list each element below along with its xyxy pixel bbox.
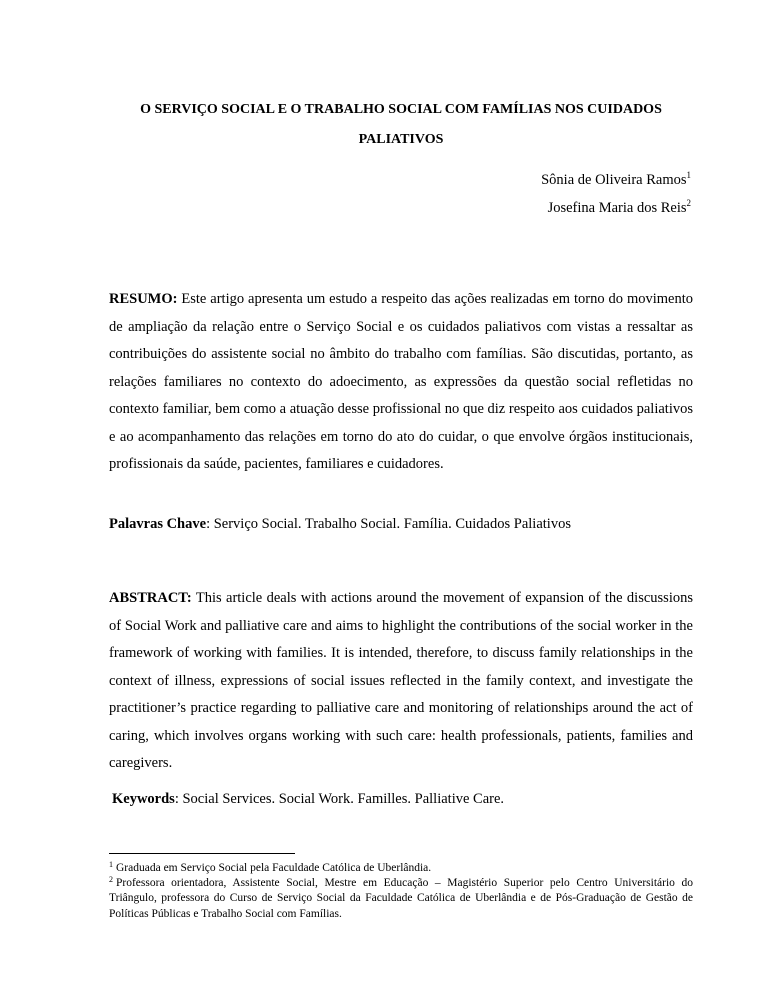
paper-page: [109, 0, 693, 994]
footnote-2: [109, 876, 693, 922]
author-name: Sônia de Oliveira Ramos: [541, 172, 687, 188]
resumo-paragraph: [109, 286, 693, 479]
abstract-label: ABSTRACT:: [109, 590, 192, 606]
footnote-1: [109, 861, 693, 876]
footnote-text: Graduada em Serviço Social pela Faculdade Católica de Uberlândia.: [116, 862, 432, 874]
palavras-chave-text: : Serviço Social. Trabalho Social. Família. Cuidados Paliativos: [206, 516, 571, 532]
author-footnote-mark: 1: [686, 170, 691, 180]
paper-title: O SERVIÇO SOCIAL E O TRABALHO SOCIAL COM FAMÍLIAS NOS CUIDADOS PALIATIVOS: [140, 102, 662, 147]
author-2: [541, 194, 691, 222]
author-footnote-mark: 2: [686, 198, 691, 208]
abstract-text: This article deals with actions around the movement of expansion of the discussions of Social Work and palliative care and aims to highlight the contributions of the social worker in the framework of working with families. It is intended, therefore, to discuss family relationships in the context of illness, expressions of social issues reflected in the family context, and investigate the practitioner’s practice regarding to palliative care and monitoring of relationships around the act of caring, which involves organs working with such care: health professionals, patients, families and caregivers.: [109, 590, 693, 771]
resumo-text: Este artigo apresenta um estudo a respeito das ações realizadas em torno do movimento de ampliação da relação entre o Serviço Social e os cuidados paliativos com vistas a ressaltar as contribuições do assistente social no âmbito do trabalho com famílias. São discutidas, portanto, as relações familiares no contexto do adoecimento, as expressões da questão social refletidas no contexto familiar, bem como a atuação desse profissional no que diz respeito aos cuidados paliativos e ao acompanhamento das relações em torno do ato do cuidar, o que envolve órgãos institucionais, profissionais da saúde, pacientes, familiares e cuidadores.: [109, 291, 693, 472]
footnote-mark: 2: [109, 875, 113, 885]
author-name: Josefina Maria dos Reis: [547, 200, 687, 216]
author-1: [541, 166, 691, 194]
footnote-divider: [109, 853, 295, 854]
footnote-mark: 1: [109, 860, 113, 869]
palavras-chave-paragraph: [109, 511, 693, 539]
keywords-paragraph: [112, 786, 696, 814]
palavras-chave-label: Palavras Chave: [109, 516, 207, 532]
footnote-text: Professora orientadora, Assistente Social, Mestre em Educação – Magistério Superior pelo Centro Universitário do Triângulo, professora do Curso de Serviço Social da Faculdade Católica de Uberlândia e de Pós-Graduação de Gestão de Políticas Públicas e Trabalho Social com Famílias.: [109, 877, 693, 920]
author-list: [541, 166, 691, 222]
abstract-paragraph: [109, 585, 693, 778]
resumo-label: RESUMO:: [109, 291, 178, 307]
footnotes: [109, 861, 693, 922]
keywords-text: : Social Services. Social Work. Familles. Palliative Care.: [174, 791, 505, 807]
keywords-label: Keywords: [112, 791, 175, 807]
